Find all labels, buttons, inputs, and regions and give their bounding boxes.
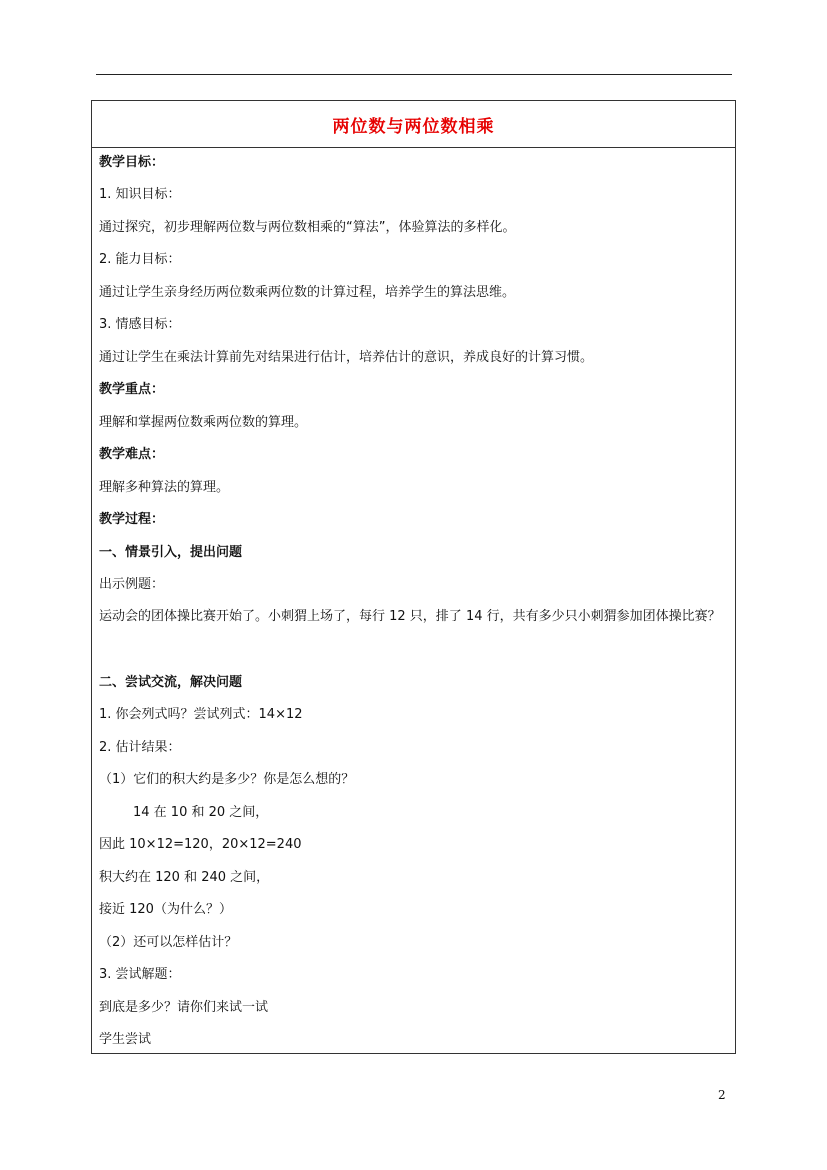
- goal-1-text: 通过探究，初步理解两位数与两位数相乘的“算法”，体验算法的多样化。: [99, 220, 516, 235]
- example-problem: 运动会的团体操比赛开始了。小刺猬上场了，每行 12 只，排了 14 行，共有多少只小刺猬参加团体操比赛？: [99, 609, 721, 624]
- estimate-line-1: 14 在 10 和 20 之间，: [133, 805, 269, 820]
- estimate-line-4: 接近 120（为什么？）: [99, 902, 232, 917]
- estimate-line-2: 因此 10×12=120，20×12=240: [99, 837, 302, 852]
- heading-key-points: 教学重点：: [99, 382, 165, 397]
- page-number: 2: [718, 1088, 726, 1102]
- heading-difficulties: 教学难点：: [99, 447, 165, 462]
- estimate-question-1: （1）它们的积大约是多少？你是怎么想的？: [99, 772, 355, 787]
- step-3-heading: 3. 尝试解题：: [99, 967, 181, 982]
- estimate-question-2: （2）还可以怎样估计？: [99, 935, 238, 950]
- goal-1-heading: 1. 知识目标：: [99, 187, 181, 202]
- student-attempt-text: 学生尝试: [99, 1032, 152, 1047]
- heading-teaching-goals: 教学目标：: [99, 155, 165, 170]
- heading-process: 教学过程：: [99, 512, 165, 527]
- goal-2-text: 通过让学生亲身经历两位数乘两位数的计算过程，培养学生的算法思维。: [99, 285, 516, 300]
- step-2-heading: 2. 估计结果：: [99, 740, 181, 755]
- step-3-text: 到底是多少？请你们来试一试: [99, 1000, 269, 1015]
- goal-2-heading: 2. 能力目标：: [99, 252, 181, 267]
- key-points-text: 理解和掌握两位数乘两位数的算理。: [99, 415, 308, 430]
- example-label: 出示例题：: [99, 577, 165, 592]
- page-title: 两位数与两位数相乘: [332, 116, 495, 137]
- lesson-table: [91, 100, 736, 1054]
- goal-3-heading: 3. 情感目标：: [99, 317, 181, 332]
- goal-3-text: 通过让学生在乘法计算前先对结果进行估计，培养估计的意识，养成良好的计算习惯。: [99, 350, 594, 365]
- estimate-line-3: 积大约在 120 和 240 之间，: [99, 870, 270, 885]
- difficulties-text: 理解多种算法的算理。: [99, 480, 230, 495]
- title-row: [92, 101, 735, 148]
- header-rule: [96, 74, 732, 75]
- section-2-heading: 二、尝试交流，解决问题: [99, 675, 243, 690]
- step-1-text: 1. 你会列式吗？尝试列式：14×12: [99, 707, 303, 722]
- section-1-heading: 一、情景引入，提出问题: [99, 545, 243, 560]
